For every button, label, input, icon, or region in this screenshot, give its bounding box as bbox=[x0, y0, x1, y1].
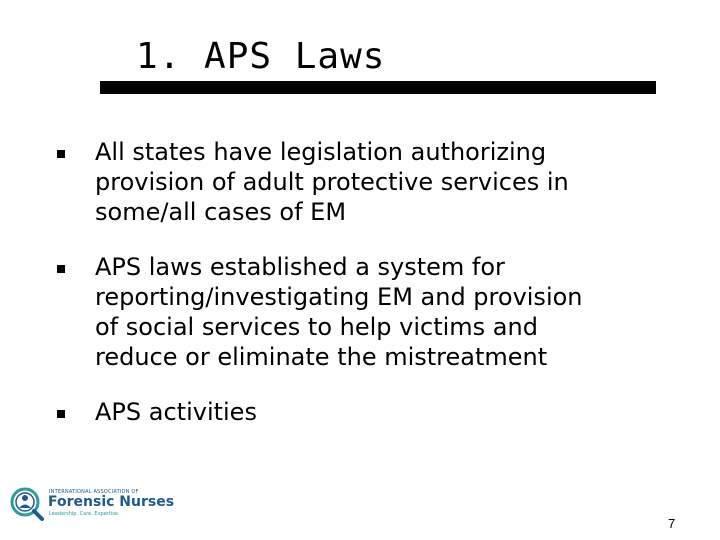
logo-tagline: Leadership. Care. Expertise. bbox=[49, 511, 120, 517]
bullet-item: APS laws established a system for reporting/investigating EM and provision of social services to help victims and reduce or eliminate the mistreatment bbox=[95, 253, 583, 371]
slide-title: 1. APS Laws bbox=[136, 36, 386, 77]
bullet-marker bbox=[57, 150, 65, 158]
bullet-item: APS activities bbox=[95, 398, 257, 426]
bullet-item: All states have legislation authorizing provision of adult protective services in some/all cases of EM bbox=[95, 138, 569, 226]
bullet-marker bbox=[57, 265, 65, 273]
forensic-nurses-logo bbox=[8, 486, 175, 522]
magnifier-person-icon bbox=[8, 486, 46, 522]
bullet-marker bbox=[57, 410, 65, 418]
logo-name: Forensic Nurses bbox=[48, 494, 175, 510]
logo-organization-line: INTERNATIONAL ASSOCIATION OF bbox=[49, 489, 139, 495]
page-number: 7 bbox=[668, 516, 676, 531]
